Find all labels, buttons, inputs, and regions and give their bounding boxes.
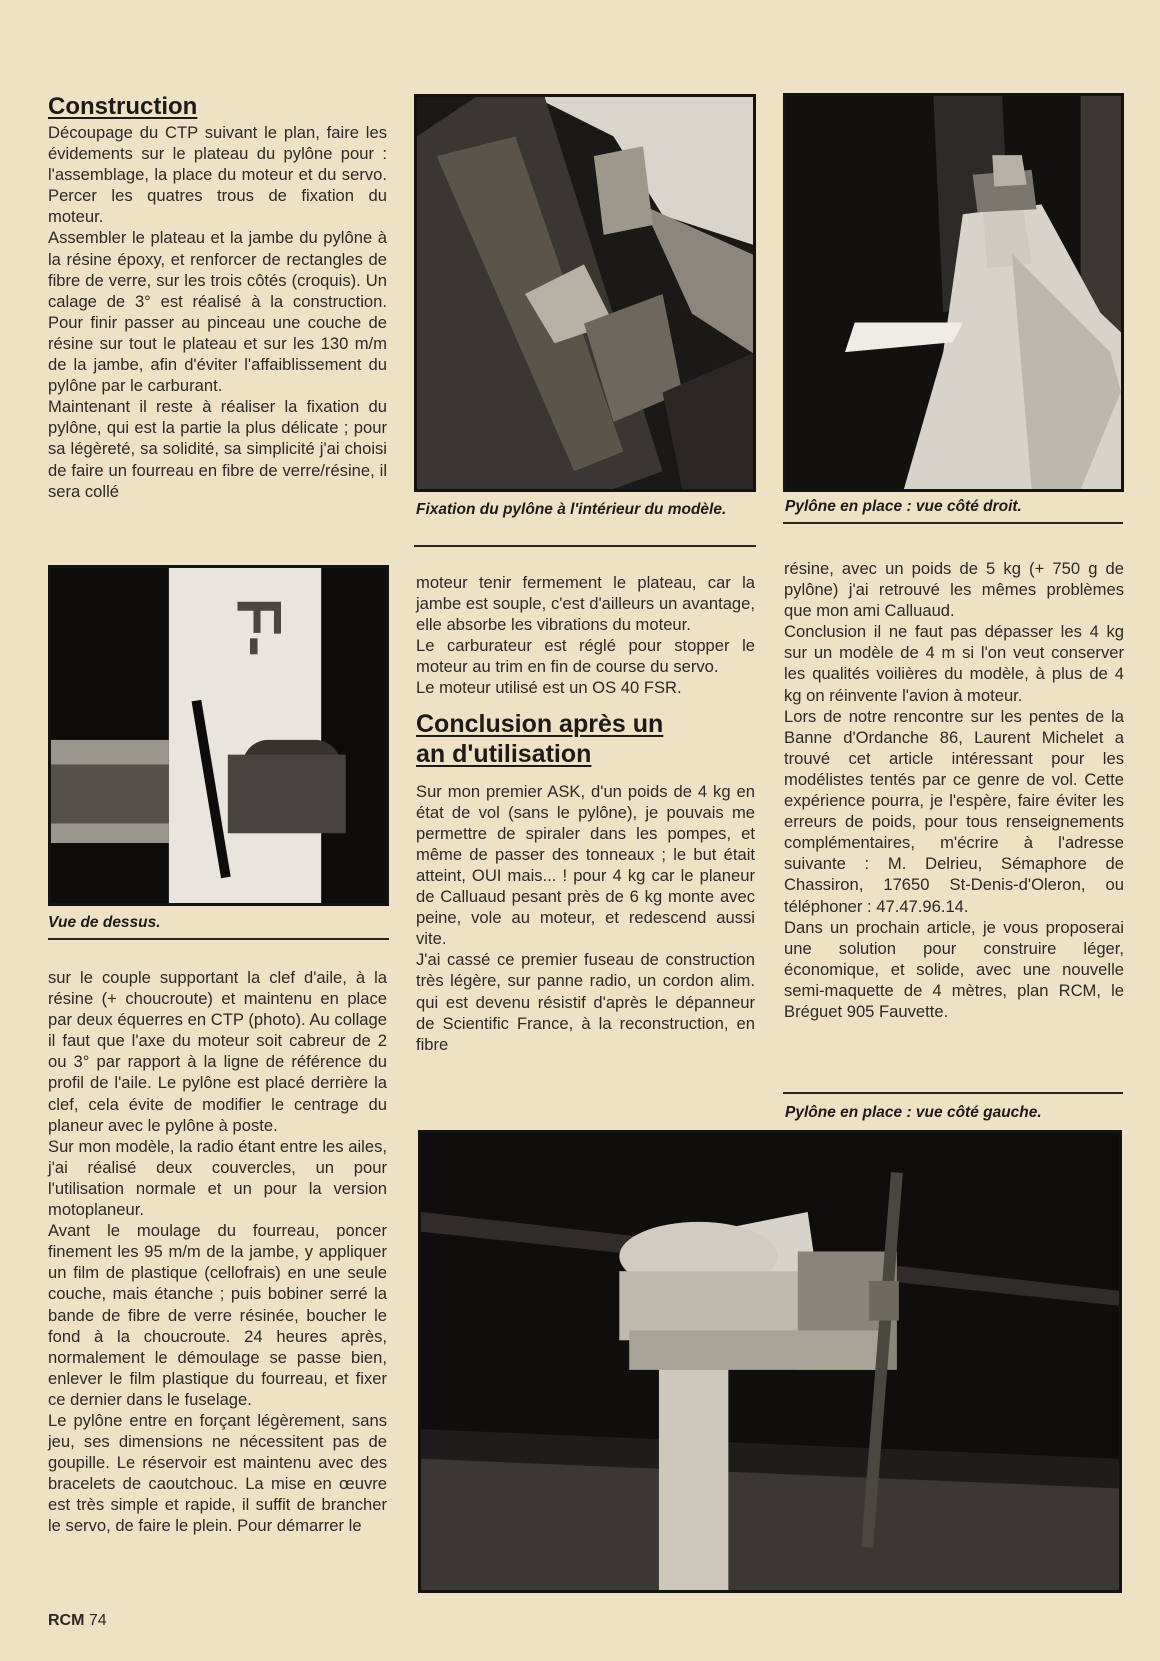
paragraph: Le carburateur est réglé pour stopper le moteur au trim en fin de course du servo. bbox=[416, 636, 755, 677]
caption-left-side: Pylône en place : vue côté gauche. bbox=[785, 1104, 1042, 1121]
divider bbox=[783, 522, 1123, 524]
divider bbox=[48, 938, 389, 940]
heading-line: an d'utilisation bbox=[416, 739, 592, 768]
paragraph: Assembler le plateau et la jambe du pylône à la résine époxy, et renforcer de rectangles de fibre de verre, sur les trois côtés (croquis). Un calage de 3° est réalisé à la construction. Pour finir passer au pinceau une couche de résine sur tout le plateau et sur les 130 m/m de la jambe, afin d'éviter l'affaiblissement du pylône par le carburant. bbox=[48, 228, 387, 396]
paragraph: J'ai cassé ce premier fuseau de construction très légère, sur panne radio, un cordon alim. qui est devenu résistif d'après le dépanneur de Scientific France, à la reconstruction, en fibre bbox=[416, 950, 755, 1054]
photo-left-side bbox=[418, 1130, 1122, 1593]
paragraph: Sur mon premier ASK, d'un poids de 4 kg en état de vol (sans le pylône), je pouvais me permettre de spiraler dans les pompes, et même de passer des tonneaux ; le but était atteint, OUI mais... ! pour 4 kg car le planeur de Calluaud pesant près de 6 kg monte avec peine, vole au moteur, et redescend aussi vite. bbox=[416, 781, 755, 949]
paragraph: Lors de notre rencontre sur les pentes de la Banne d'Ordanche 86, Laurent Michelet a trouvé cet article intéressant pour les modélistes tentés par ce genre de vol. Cette expérience pourra, je l'espère, faire éviter les erreurs de poids, pour tous renseignements complémentaires, m'écrire à l'adresse suivante : M. Delrieu, Sémaphore de Chassiron, 17650 St-Denis-d'Oleron, ou téléphoner : 47.47.96.14. bbox=[784, 706, 1124, 916]
paragraph: Conclusion il ne faut pas dépasser les 4 kg sur un modèle de 4 m si l'on veut conserver les qualités voilières du modèle, à plus de 4 kg on réinvente l'avion à moteur. bbox=[784, 622, 1124, 705]
col2-text bbox=[416, 572, 755, 1055]
paragraph: Le pylône entre en forçant légèrement, sans jeu, ses dimensions ne nécessitent pas de goupille. Le réservoir est maintenu avec des bracelets de caoutchouc. La mise en œuvre est très simple et rapide, il suffit de brancher le servo, de faire le plein. Pour démarrer le bbox=[48, 1410, 387, 1536]
page-number: 74 bbox=[88, 1612, 107, 1629]
paragraph: Le moteur utilisé est un OS 40 FSR. bbox=[416, 678, 682, 698]
photo-top-view bbox=[48, 565, 389, 906]
construction-section bbox=[48, 92, 387, 502]
paragraph: Découpage du CTP suivant le plan, faire les évidements sur le plateau du pylône pour : l'assemblage, la place du moteur et du servo. Percer les quatres trous de fixation du moteur. bbox=[48, 123, 387, 227]
col1-bottom-text bbox=[48, 967, 387, 1537]
photo-interior-fixation bbox=[414, 94, 756, 492]
caption-top-view: Vue de dessus. bbox=[48, 914, 161, 931]
heading-line: Conclusion après un bbox=[416, 709, 664, 738]
paragraph: Dans un prochain article, je vous proposerai une solution pour construire léger, économique, et solide, avec une nouvelle semi-maquette de 4 mètres, plan RCM, le Bréguet 905 Fauvette. bbox=[784, 917, 1124, 1021]
paragraph: moteur tenir fermement le plateau, car la jambe est souple, c'est d'ailleurs un avantage, elle absorbe les vibrations du moteur. bbox=[416, 573, 755, 635]
col3-text bbox=[784, 558, 1124, 1022]
brand-label: RCM bbox=[48, 1612, 85, 1629]
paragraph: Sur mon modèle, la radio étant entre les ailes, j'ai réalisé deux couvercles, un pour l'utilisation normale et un pour la version motoplaneur. bbox=[48, 1136, 387, 1220]
page-footer bbox=[48, 1612, 107, 1630]
paragraph: Avant le moulage du fourreau, poncer finement les 95 m/m de la jambe, y appliquer un film de plastique (cellofrais) en une seule couche, mais étanche ; puis bobiner serré la bande de fibre de verre résinée, boucher le fond à la choucroute. 24 heures après, normalement le démoulage se passe bien, enlever le film plastique du fourreau, et fixer ce dernier dans le fuselage. bbox=[48, 1221, 387, 1409]
paragraph: sur le couple supportant la clef d'aile, à la résine (+ choucroute) et maintenu en place par deux équerres en CTP (photo). Au collage il faut que l'axe du moteur soit cabreur de 2 ou 3° par rapport à la ligne de référence du profil de l'aile. Le pylône est placé derrière la clef, cela évite de modifier le centrage du planeur avec le pylône à poste. bbox=[48, 968, 387, 1135]
caption-interior: Fixation du pylône à l'intérieur du modèle. bbox=[416, 501, 727, 518]
photo-right-side bbox=[783, 93, 1124, 492]
divider bbox=[783, 1092, 1123, 1094]
section-heading-construction: Construction bbox=[48, 93, 198, 120]
caption-right-side: Pylône en place : vue côté droit. bbox=[785, 498, 1022, 515]
divider bbox=[414, 545, 756, 547]
paragraph: Maintenant il reste à réaliser la fixation du pylône, qui est la partie la plus délicate ; pour sa légèreté, sa solidité, sa simplicité j'ai choisi de faire un fourreau en fibre de verre/résine, il sera collé bbox=[48, 397, 387, 501]
paragraph: résine, avec un poids de 5 kg (+ 750 g de pylône) j'ai retrouvé les mêmes problèmes que mon ami Calluaud. bbox=[784, 559, 1124, 621]
section-heading-conclusion bbox=[416, 709, 755, 769]
registration-mark: F- bbox=[223, 597, 294, 657]
